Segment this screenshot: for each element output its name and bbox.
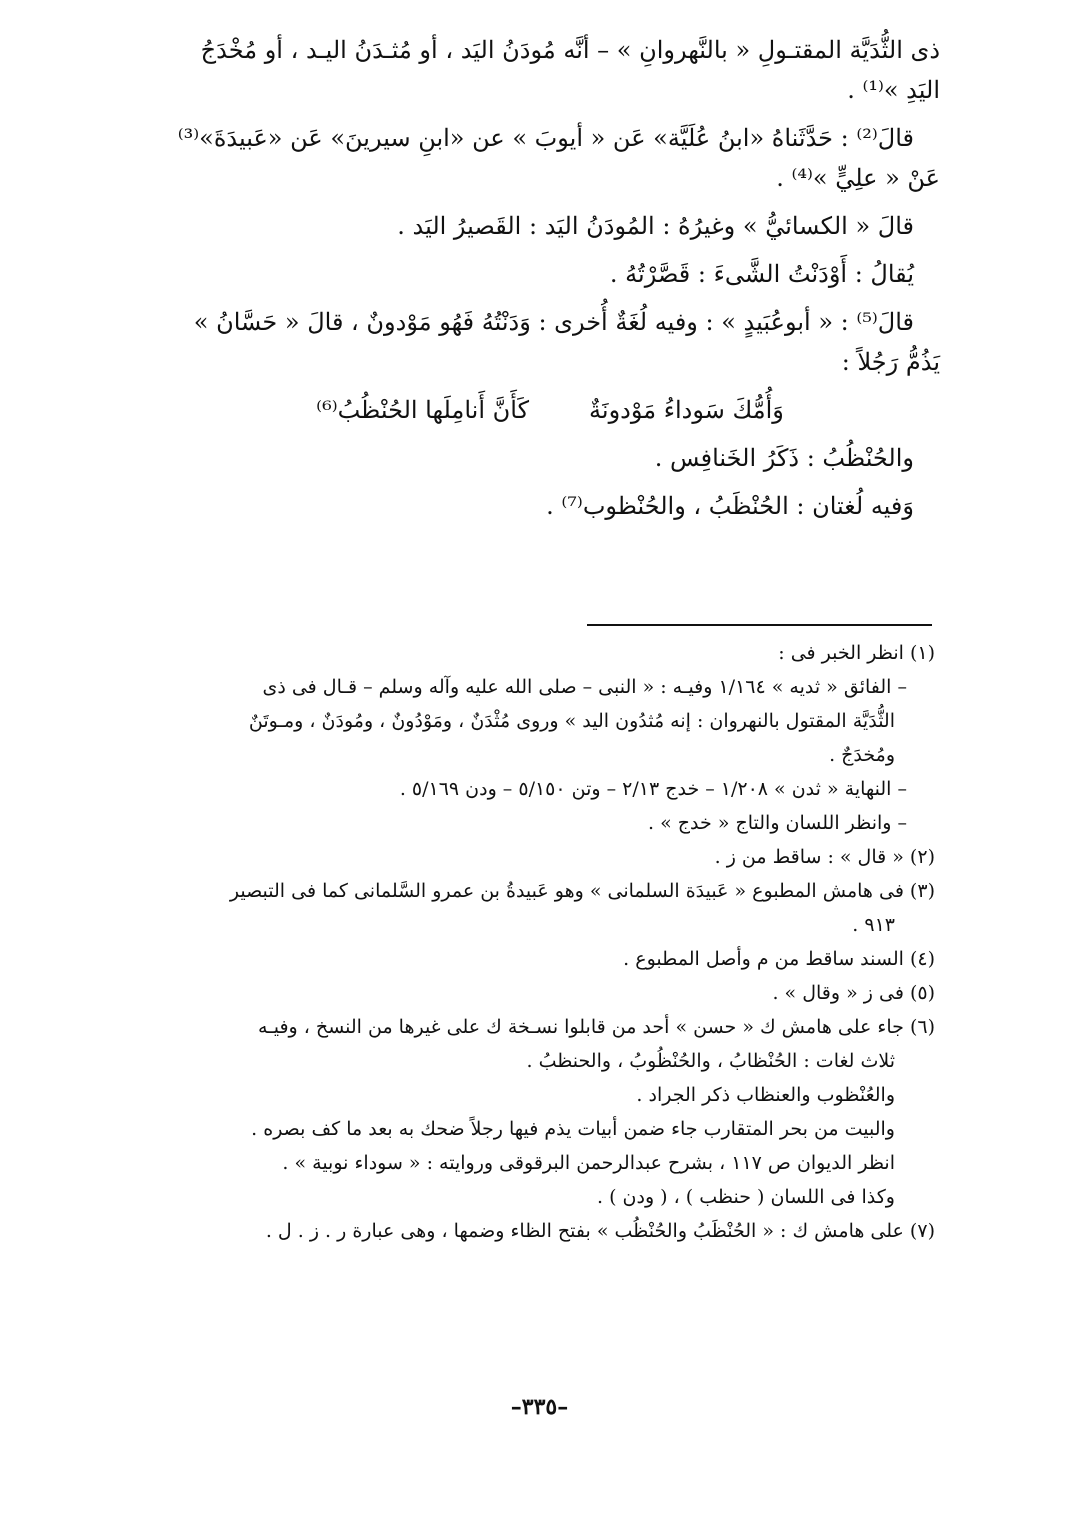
- main-line: يُقالُ : أَوْدَنْتُ الشَّىءَ : قَصَّرْتُهُ .: [609, 260, 914, 288]
- verse-first-hemistich: وَأُمُّكَ سَوداءُ مَوْدونَةٌ: [589, 396, 784, 424]
- footnote-line: الثُّدَيَّة المقتول بالنهروان : إنه مُثدُون اليد » وروى مُثْدَنٌ ، ومَوْدُونٌ ، ومُودَنٌ ، ومـوتَنٌ: [248, 710, 895, 732]
- footnote-line: – النهاية « ثدن » ١/٢٠٨ – خدج ٢/١٣ – وتن ٥/١٥٠ – ودن ٥/١٦٩ .: [399, 778, 907, 800]
- main-line: والحُنْظُبُ : ذَكَرُ الخَنافِس .: [654, 444, 914, 472]
- footnote-line: (٧) على هامش ك : « الحُنْظَبُ والحُنْظُب » بفتح الظاء وضمها ، وهى عبارة ر . ز . ل .: [265, 1220, 935, 1242]
- footnote-line: والبيت من بحر المتقارب جاء ضمن أبيات يذم فيها رجلاً ضحك به بعد ما كف بصره .: [251, 1118, 895, 1140]
- footnote-line: انظر الديوان ص ١١٧ ، بشرح عبدالرحمن البرقوقى وروايته : « سوداء نوبية » .: [282, 1152, 895, 1174]
- main-line: وَفيه لُغتان : الحُنْظَبُ ، والحُنْظوب⁽⁷⁾ .: [546, 492, 914, 520]
- main-line: قالَ⁽⁵⁾ : « أبوعُبَيدٍ » : وفيه لُغَةٌ أُخرى : وَدَنْتُهُ فَهُو مَوْدونٌ ، قالَ « حَسَّانُ »: [193, 308, 914, 336]
- footnote-line: – الفائق « ثديه » ١/١٦٤ وفيـه : « النبى – صلى الله عليه وآله وسلم – قـال فى ذى: [262, 676, 907, 698]
- verse-second-hemistich: كَأَنَّ أَنامِلَها الحُنْظُبُ⁽⁶⁾: [316, 396, 530, 424]
- footnote-line: (١) انظر الخبر فى :: [778, 642, 935, 664]
- main-line: اليَدِ »⁽¹⁾ .: [847, 76, 940, 104]
- footnote-line: (٣) فى هامش المطبوع « عَبيدَة السلمانى » وهو عَبيدةُ بن عمرو السَّلمانى كما فى التبصير: [229, 880, 935, 902]
- footnote-line: ومُخدَجٌ .: [829, 744, 895, 766]
- main-line: عَنْ « علِيٍّ »⁽⁴⁾ .: [776, 164, 940, 192]
- poem-verse: [160, 390, 940, 430]
- main-line: قالَ « الكسائيُّ » وغيرُهُ : المُودَنُ اليَد : القَصيرُ اليَد .: [397, 212, 914, 240]
- page-number: –٣٣٥–: [510, 1394, 569, 1420]
- footnotes-block: [160, 636, 935, 1248]
- main-line: قالَ⁽²⁾ : حَدَّثَناهُ «ابنُ عُلَيَّة» عَن « أيوبَ » عن «ابنِ سيرينَ» عَن «عَبيدَةَ»⁽³⁾: [177, 124, 914, 152]
- footnote-line: – وانظر اللسان والتاج « خدج » .: [648, 812, 907, 834]
- main-text-block: [160, 30, 940, 534]
- footnote-separator: [587, 624, 932, 626]
- footnote-line: ثلاث لغات : الحُنْظابُ ، والحُنْظُوبُ ، والحنظبُ .: [526, 1050, 895, 1072]
- footnote-line: والعُنْظوب والعنظاب ذكر الجراد .: [636, 1084, 895, 1106]
- main-line: يَذُمُّ رَجُلاً :: [841, 348, 940, 376]
- footnote-line: (٥) فى ز « وقال » .: [772, 982, 935, 1004]
- footnote-line: وكذا فى اللسان ( حنظب ) ، ( ودن ) .: [597, 1186, 895, 1208]
- footnote-line: (٤) السند ساقط من م وأصل المطبوع .: [623, 948, 935, 970]
- footnote-line: (٦) جاء على هامش ك « حسن » أحد من قابلوا نسـخة ك على غيرها من النسخ ، وفيـه: [257, 1016, 935, 1038]
- footnote-line: ٩١٣ .: [852, 914, 895, 936]
- footnote-line: (٢) « قال » : ساقط من ز .: [714, 846, 935, 868]
- main-line: ذى الثُّدَيَّة المقتـولِ « بالنَّهروانِ » – أنَّه مُودَنُ اليَد ، أو مُثـدَنُ اليـد ، أو مُخْدَجُ: [200, 36, 940, 64]
